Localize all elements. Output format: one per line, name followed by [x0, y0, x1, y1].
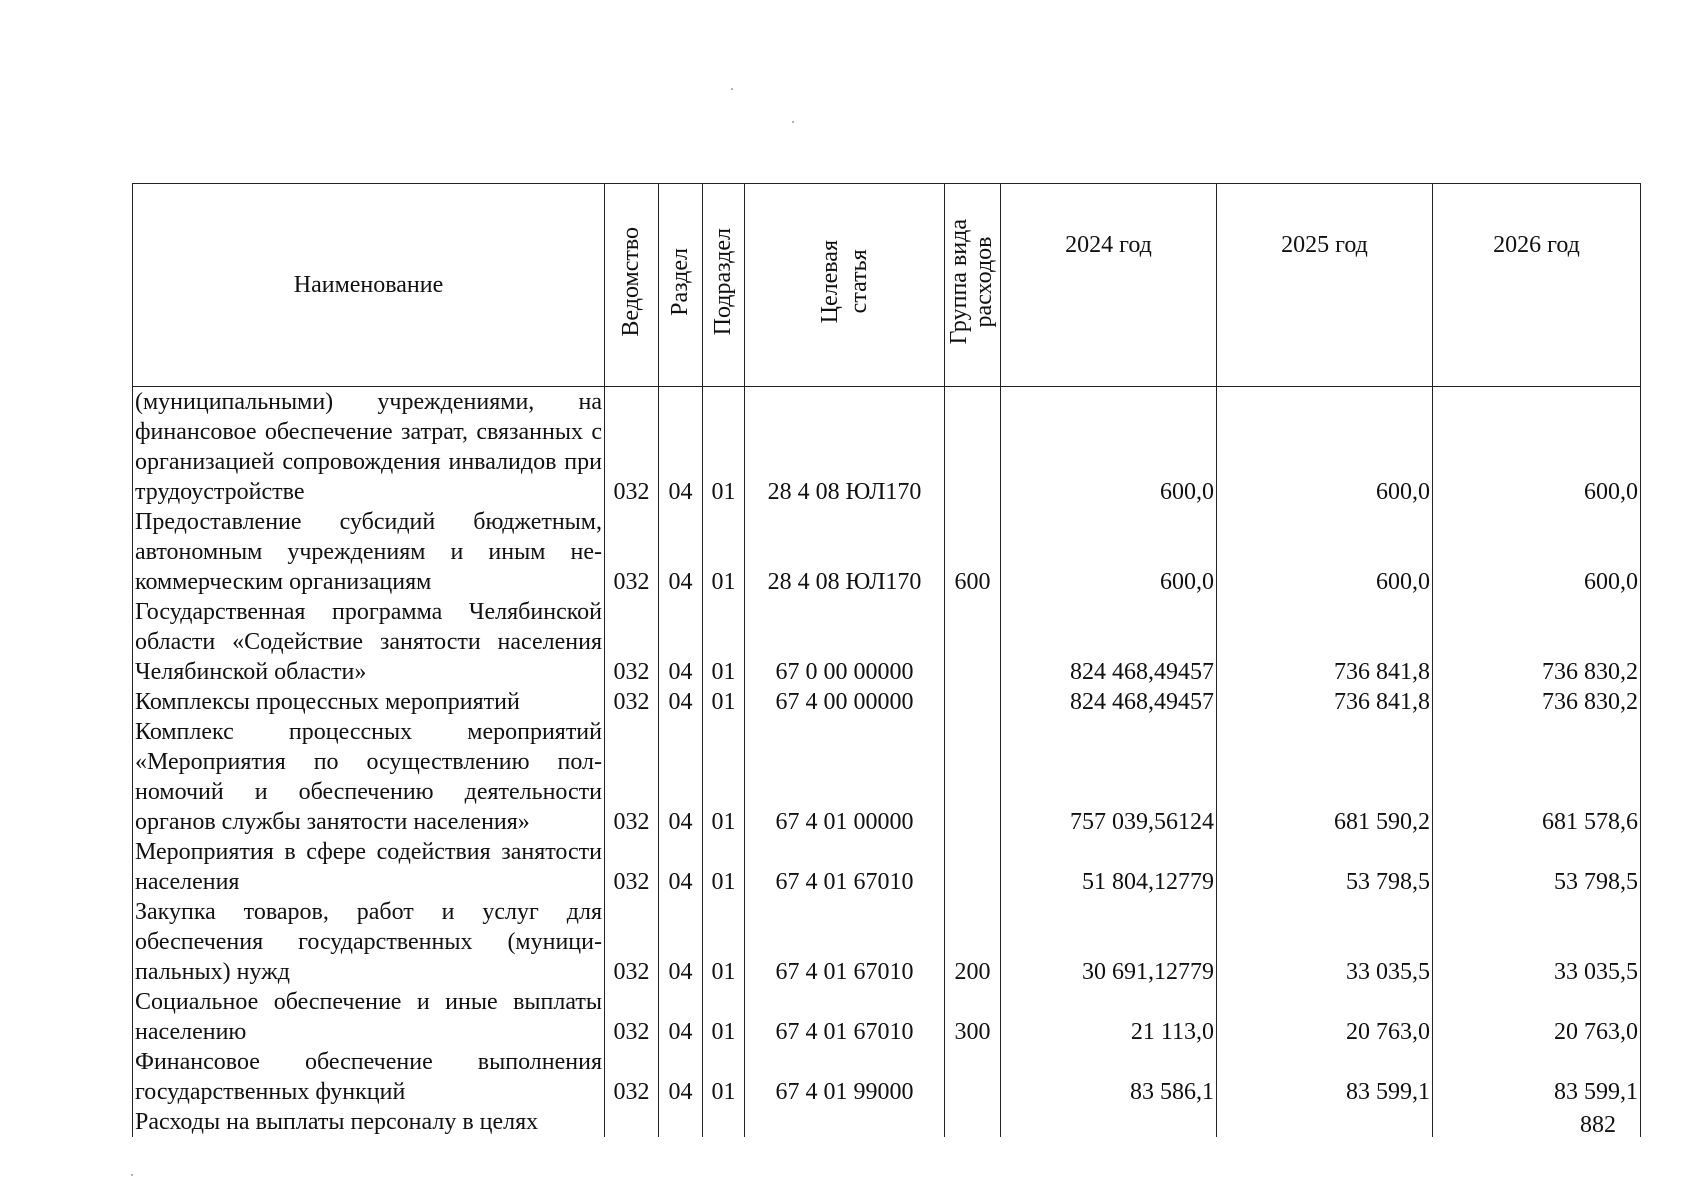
page-number: 882	[1580, 1112, 1616, 1138]
row-name: Мероприятия в сфере содействия занятости населения	[133, 837, 605, 897]
row-expense-group: 200	[945, 897, 1001, 987]
row-department: 032	[605, 987, 659, 1047]
row-amount-2024: 600,0	[1001, 387, 1217, 508]
header-subsection-label: Подраздел	[710, 227, 737, 336]
table-row	[133, 507, 1641, 597]
row-section: 04	[659, 597, 703, 687]
table-row	[133, 387, 1641, 508]
row-target-article: 67 4 01 67010	[745, 987, 945, 1047]
row-subsection: 01	[703, 987, 745, 1047]
row-section: 04	[659, 717, 703, 837]
header-subsection	[703, 184, 745, 387]
row-subsection: 01	[703, 897, 745, 987]
row-expense-group: 600	[945, 507, 1001, 597]
row-subsection: 01	[703, 837, 745, 897]
row-expense-group	[945, 1107, 1001, 1137]
header-name: Наименование	[133, 184, 605, 387]
row-amount-2026: 33 035,5	[1433, 897, 1641, 987]
row-section	[659, 1107, 703, 1137]
header-section-label: Раздел	[667, 247, 694, 316]
row-amount-2025	[1217, 1107, 1433, 1137]
table-row	[133, 987, 1641, 1047]
row-name: Государственная программа Челябинской области «Содействие занятости населения Челябинской области»	[133, 597, 605, 687]
scan-speck	[792, 121, 794, 123]
row-expense-group	[945, 387, 1001, 508]
row-name: Закупка товаров, работ и услуг для обеспечения государственных (муниципальных) нужд	[133, 897, 605, 987]
row-amount-2024: 824 468,49457	[1001, 687, 1217, 717]
table-row	[133, 1107, 1641, 1137]
header-target-article-line2: статья	[845, 249, 872, 314]
row-department: 032	[605, 897, 659, 987]
header-expense-group-line1: Группа вида	[946, 218, 973, 345]
scan-speck	[731, 88, 733, 90]
row-expense-group	[945, 837, 1001, 897]
row-expense-group	[945, 597, 1001, 687]
row-amount-2025: 83 599,1	[1217, 1047, 1433, 1107]
row-section: 04	[659, 387, 703, 508]
row-name: Социальное обеспечение и иные выплаты населению	[133, 987, 605, 1047]
row-amount-2025: 20 763,0	[1217, 987, 1433, 1047]
row-name: Расходы на выплаты персоналу в целях	[133, 1107, 605, 1137]
row-target-article: 67 4 01 00000	[745, 717, 945, 837]
row-subsection: 01	[703, 687, 745, 717]
row-subsection: 01	[703, 717, 745, 837]
row-expense-group	[945, 717, 1001, 837]
row-target-article: 67 4 00 00000	[745, 687, 945, 717]
row-amount-2024: 51 804,12779	[1001, 837, 1217, 897]
row-section: 04	[659, 1047, 703, 1107]
row-amount-2024: 824 468,49457	[1001, 597, 1217, 687]
table-row	[133, 897, 1641, 987]
row-department: 032	[605, 687, 659, 717]
row-department: 032	[605, 837, 659, 897]
table-header-row	[133, 184, 1641, 387]
row-target-article: 67 0 00 00000	[745, 597, 945, 687]
row-section: 04	[659, 897, 703, 987]
row-amount-2024: 30 691,12779	[1001, 897, 1217, 987]
row-name: Комплекс процессных мероприятий «Мероприятия по осуществлению полномочий и обеспечению деятельности органов службы занятости населения»	[133, 717, 605, 837]
header-target-article-line1: Целевая	[816, 239, 843, 324]
header-year-2024: 2024 год	[1001, 184, 1217, 387]
row-expense-group	[945, 687, 1001, 717]
row-amount-2024: 757 039,56124	[1001, 717, 1217, 837]
table-row	[133, 837, 1641, 897]
header-expense-group-line2: расходов	[971, 236, 998, 327]
row-name: Комплексы процессных мероприятий	[133, 687, 605, 717]
row-expense-group: 300	[945, 987, 1001, 1047]
row-amount-2025: 736 841,8	[1217, 687, 1433, 717]
row-amount-2025: 53 798,5	[1217, 837, 1433, 897]
row-section: 04	[659, 507, 703, 597]
table-row	[133, 597, 1641, 687]
row-department: 032	[605, 387, 659, 508]
row-amount-2025: 600,0	[1217, 507, 1433, 597]
row-department	[605, 1107, 659, 1137]
row-expense-group	[945, 1047, 1001, 1107]
row-amount-2024	[1001, 1107, 1217, 1137]
header-target-article-label	[816, 240, 874, 323]
row-amount-2026: 681 578,6	[1433, 717, 1641, 837]
header-department	[605, 184, 659, 387]
row-section: 04	[659, 987, 703, 1047]
row-section: 04	[659, 837, 703, 897]
row-amount-2026: 83 599,1	[1433, 1047, 1641, 1107]
row-amount-2024: 83 586,1	[1001, 1047, 1217, 1107]
table-row	[133, 1047, 1641, 1107]
row-department: 032	[605, 1047, 659, 1107]
row-department: 032	[605, 597, 659, 687]
row-name: Финансовое обеспечение выполнения государственных функций	[133, 1047, 605, 1107]
row-amount-2026: 736 830,2	[1433, 687, 1641, 717]
row-department: 032	[605, 717, 659, 837]
header-year-2026: 2026 год	[1433, 184, 1641, 387]
budget-table	[132, 183, 1641, 1137]
row-amount-2025: 33 035,5	[1217, 897, 1433, 987]
row-subsection: 01	[703, 507, 745, 597]
row-subsection: 01	[703, 387, 745, 508]
row-amount-2024: 21 113,0	[1001, 987, 1217, 1047]
row-name: (муниципальными) учреждениями, на финансовое обеспечение затрат, связанных с организацией сопровождения инвалидов при трудоустройстве	[133, 387, 605, 508]
header-department-label: Ведомство	[618, 226, 645, 337]
row-target-article: 67 4 01 99000	[745, 1047, 945, 1107]
row-target-article: 28 4 08 ЮЛ170	[745, 387, 945, 508]
header-section	[659, 184, 703, 387]
row-subsection: 01	[703, 1047, 745, 1107]
row-amount-2026: 600,0	[1433, 507, 1641, 597]
row-target-article	[745, 1107, 945, 1137]
row-target-article: 67 4 01 67010	[745, 897, 945, 987]
row-amount-2025: 600,0	[1217, 387, 1433, 508]
row-amount-2026: 736 830,2	[1433, 597, 1641, 687]
table-row	[133, 717, 1641, 837]
table-row	[133, 687, 1641, 717]
scan-speck	[131, 1174, 133, 1176]
row-subsection: 01	[703, 597, 745, 687]
row-subsection	[703, 1107, 745, 1137]
row-department: 032	[605, 507, 659, 597]
row-name: Предоставление субсидий бюджетным, автономным учреждениям и иным некоммерческим организациям	[133, 507, 605, 597]
row-amount-2026: 600,0	[1433, 387, 1641, 508]
row-section: 04	[659, 687, 703, 717]
row-target-article: 67 4 01 67010	[745, 837, 945, 897]
row-amount-2025: 681 590,2	[1217, 717, 1433, 837]
header-expense-group-label	[947, 219, 997, 344]
row-amount-2026: 20 763,0	[1433, 987, 1641, 1047]
header-expense-group	[945, 184, 1001, 387]
row-amount-2024: 600,0	[1001, 507, 1217, 597]
row-target-article: 28 4 08 ЮЛ170	[745, 507, 945, 597]
row-amount-2025: 736 841,8	[1217, 597, 1433, 687]
row-amount-2026: 53 798,5	[1433, 837, 1641, 897]
header-target-article	[745, 184, 945, 387]
header-year-2025: 2025 год	[1217, 184, 1433, 387]
